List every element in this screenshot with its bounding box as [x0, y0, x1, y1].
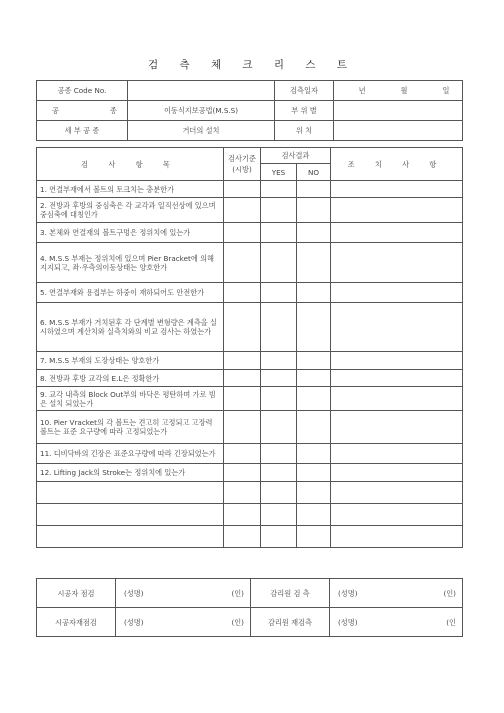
contractor-check-signature[interactable]: (성명) (인)	[116, 579, 251, 608]
yes-cell[interactable]	[261, 352, 297, 370]
action-cell[interactable]	[331, 526, 463, 548]
no-cell[interactable]	[297, 223, 331, 243]
no-cell[interactable]	[297, 370, 331, 387]
table-row	[37, 223, 463, 243]
criteria-cell[interactable]	[224, 283, 261, 303]
yes-cell[interactable]	[261, 370, 297, 387]
inspection-item: 3. 본체와 연결재의 볼트구멍은 정위치에 있는가	[37, 223, 224, 243]
action-cell[interactable]	[331, 352, 463, 370]
table-row	[37, 243, 463, 283]
action-cell[interactable]	[331, 482, 463, 504]
no-cell[interactable]	[297, 526, 331, 548]
supervisor-recheck-label: 감리원 재검측	[251, 608, 330, 637]
detail-label: 세 부 공 종	[37, 121, 128, 141]
yes-cell[interactable]	[261, 526, 297, 548]
action-cell[interactable]	[331, 198, 463, 223]
day-label: 일	[442, 86, 450, 95]
location-value[interactable]	[334, 121, 463, 141]
inspection-item: 9. 교각 내측의 Block Out부의 바닥은 평탄하며 가로 빔은 설치 되었는가	[37, 387, 224, 411]
supervisor-recheck-signature[interactable]: (성명) (인	[330, 608, 463, 637]
table-row	[37, 181, 463, 198]
part-value[interactable]	[334, 101, 463, 121]
table-row	[37, 444, 463, 464]
inspection-item: 12. Lifting Jack의 Stroke는 정위치에 있는가	[37, 464, 224, 482]
no-cell[interactable]	[297, 181, 331, 198]
part-label: 부 위 별	[275, 101, 334, 121]
contractor-check-label: 시공자 점검	[37, 579, 116, 608]
work-type-label-right: 종	[110, 106, 117, 115]
criteria-cell[interactable]	[224, 482, 261, 504]
code-value[interactable]	[128, 81, 275, 101]
inspection-item: 7. M.S.S 부재의 도장상태는 양호한가	[37, 352, 224, 370]
criteria-header	[224, 148, 261, 181]
inspection-item: 5. 연결부재와 용접부는 하중이 재하되어도 안전한가	[37, 283, 224, 303]
no-cell[interactable]	[297, 387, 331, 411]
item-header: 검 사 항 목	[37, 148, 224, 181]
work-type-value[interactable]: 이동식지보공법(M.S.S)	[128, 101, 275, 121]
no-cell[interactable]	[297, 444, 331, 464]
yes-cell[interactable]	[261, 464, 297, 482]
criteria-cell[interactable]	[224, 464, 261, 482]
yes-cell[interactable]	[261, 303, 297, 352]
action-cell[interactable]	[331, 387, 463, 411]
yes-cell[interactable]	[261, 223, 297, 243]
criteria-cell[interactable]	[224, 181, 261, 198]
criteria-cell[interactable]	[224, 370, 261, 387]
no-header: NO	[297, 164, 331, 181]
action-cell[interactable]	[331, 181, 463, 198]
inspection-item	[37, 504, 224, 526]
no-cell[interactable]	[297, 482, 331, 504]
action-cell[interactable]	[331, 411, 463, 444]
signature-table	[36, 578, 463, 637]
table-row	[37, 283, 463, 303]
inspection-item: 11. 디비닥바의 긴장은 표준요구량에 따라 긴장되었는가	[37, 444, 224, 464]
table-row	[37, 504, 463, 526]
inspection-item: 10. Pier Vracket의 각 볼트는 견고히 고정되고 고장력 볼트는 표준 요구량에 따라 고정되었는가	[37, 411, 224, 444]
inspection-date-label: 검측일자	[275, 81, 334, 101]
action-cell[interactable]	[331, 444, 463, 464]
info-table	[36, 80, 463, 141]
action-cell[interactable]	[331, 504, 463, 526]
action-cell[interactable]	[331, 303, 463, 352]
criteria-header-line2: (시방)	[232, 165, 252, 174]
no-cell[interactable]	[297, 464, 331, 482]
no-cell[interactable]	[297, 243, 331, 283]
detail-value[interactable]: 거더의 설치	[128, 121, 275, 141]
no-cell[interactable]	[297, 352, 331, 370]
yes-cell[interactable]	[261, 411, 297, 444]
inspection-item: 1. 연결부재에서 볼트의 토크치는 충분한가	[37, 181, 224, 198]
criteria-cell[interactable]	[224, 387, 261, 411]
no-cell[interactable]	[297, 411, 331, 444]
inspection-item	[37, 482, 224, 504]
yes-cell[interactable]	[261, 243, 297, 283]
criteria-cell[interactable]	[224, 352, 261, 370]
table-row	[37, 352, 463, 370]
yes-cell[interactable]	[261, 504, 297, 526]
table-row	[37, 387, 463, 411]
supervisor-check-label: 감리원 검 측	[251, 579, 330, 608]
criteria-cell[interactable]	[224, 526, 261, 548]
criteria-cell[interactable]	[224, 303, 261, 352]
action-header: 조 치 사 항	[331, 148, 463, 181]
criteria-cell[interactable]	[224, 198, 261, 223]
location-label: 위 치	[275, 121, 334, 141]
month-label: 월	[400, 86, 408, 95]
table-row	[37, 526, 463, 548]
supervisor-check-signature[interactable]: (성명) (인)	[330, 579, 463, 608]
yes-cell[interactable]	[261, 181, 297, 198]
table-row	[37, 198, 463, 223]
inspection-item: 4. M.S.S 부재는 정위치에 있으며 Pier Bracket에 의해 지지되고, 좌·우측의이동상태는 양호한가	[37, 243, 224, 283]
criteria-cell[interactable]	[224, 504, 261, 526]
action-cell[interactable]	[331, 370, 463, 387]
action-cell[interactable]	[331, 464, 463, 482]
criteria-cell[interactable]	[224, 444, 261, 464]
table-row	[37, 370, 463, 387]
page-title: 검 측 체 크 리 스 트	[147, 59, 357, 71]
table-row	[37, 303, 463, 352]
criteria-header-line1: 검사기준	[228, 154, 256, 163]
no-cell[interactable]	[297, 303, 331, 352]
yes-cell[interactable]	[261, 283, 297, 303]
inspection-item: 8. 전방과 후방 교각의 E.L은 정확한가	[37, 370, 224, 387]
criteria-cell[interactable]	[224, 243, 261, 283]
contractor-recheck-signature[interactable]: (성명) (인)	[116, 608, 251, 637]
code-label: 공종 Code No.	[37, 81, 128, 101]
no-cell[interactable]	[297, 504, 331, 526]
inspection-table	[36, 147, 463, 548]
inspection-item: 6. M.S.S 부재가 거치된후 각 단계별 변형량은 계측을 실시하였으며 계산치와 실측치와의 비교 검사는 하였는가	[37, 303, 224, 352]
no-cell[interactable]	[297, 198, 331, 223]
yes-cell[interactable]	[261, 482, 297, 504]
work-type-label-left: 공	[52, 106, 59, 115]
table-row	[37, 411, 463, 444]
inspection-item: 2. 전방과 후방의 중심축은 각 교각과 일직선상에 있으며 중심축에 대칭인가	[37, 198, 224, 223]
no-cell[interactable]	[297, 283, 331, 303]
table-row	[37, 482, 463, 504]
result-header: 검사결과	[261, 148, 331, 164]
yes-cell[interactable]	[261, 198, 297, 223]
action-cell[interactable]	[331, 243, 463, 283]
work-type-label	[37, 101, 128, 121]
inspection-item	[37, 526, 224, 548]
criteria-cell[interactable]	[224, 223, 261, 243]
action-cell[interactable]	[331, 283, 463, 303]
table-row	[37, 464, 463, 482]
action-cell[interactable]	[331, 223, 463, 243]
inspection-date-value[interactable]	[334, 81, 463, 101]
yes-header: YES	[261, 164, 297, 181]
yes-cell[interactable]	[261, 444, 297, 464]
year-label: 년	[358, 86, 366, 95]
yes-cell[interactable]	[261, 387, 297, 411]
contractor-recheck-label: 시공자재점검	[37, 608, 116, 637]
criteria-cell[interactable]	[224, 411, 261, 444]
